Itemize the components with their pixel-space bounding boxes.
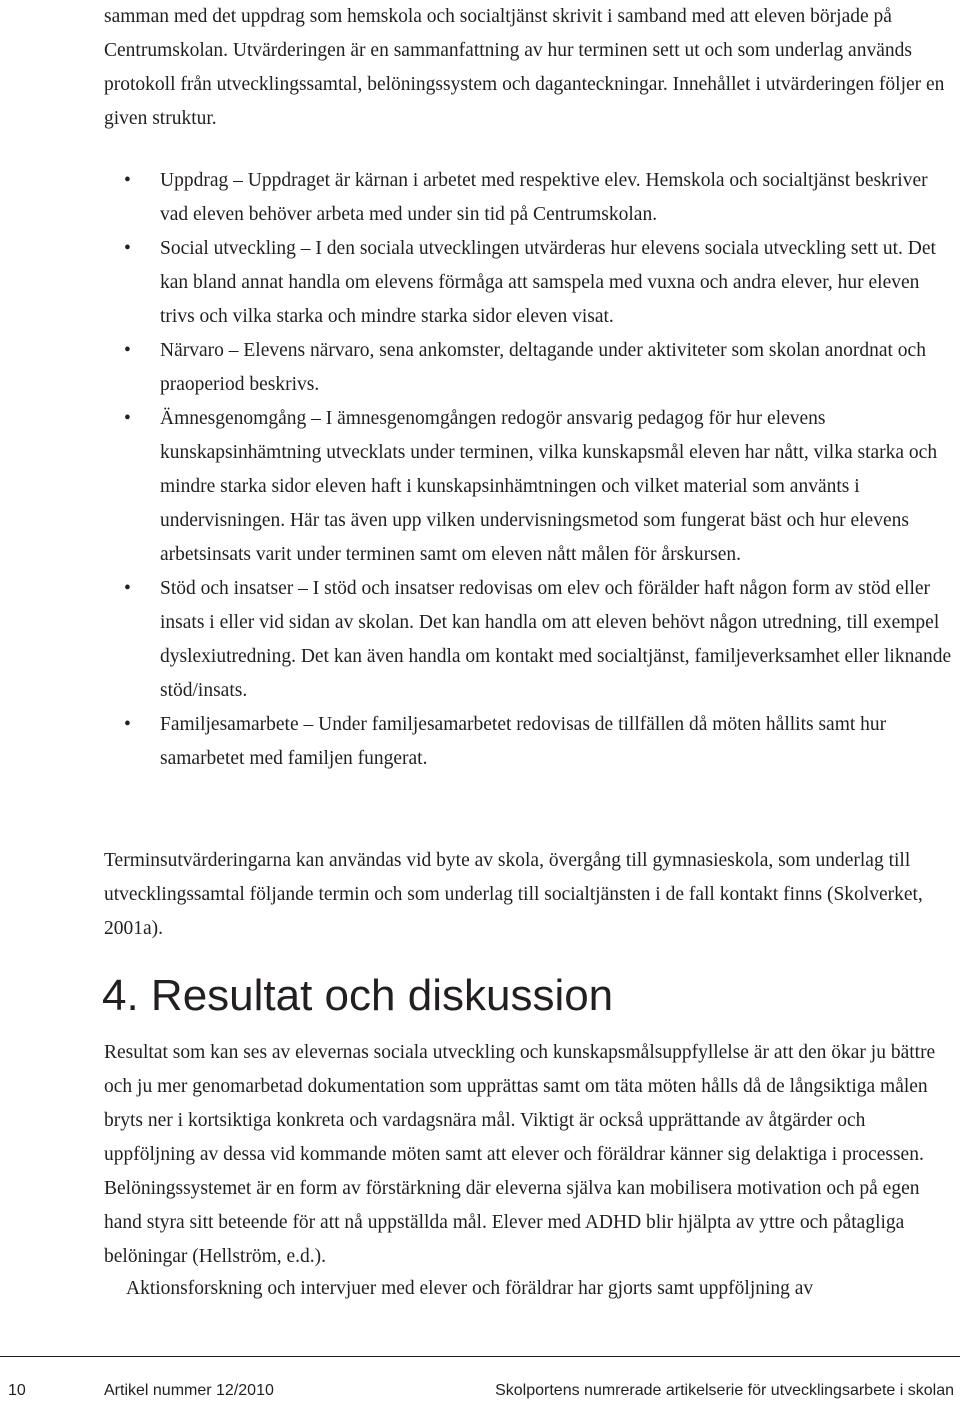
bullet-item-stod-och-insatser: • Stöd och insatser – I stöd och insatser redovisas om elev och förälder haft någon form av stöd eller insats i eller vid sidan av skolan. Det kan handla om att eleven behövt någon utredning, till exempel dyslexiutredning. Det kan även handla om kontakt med socialtjänst, familjeverksamhet eller liknande stöd/insats. [104, 572, 956, 708]
intro-paragraph: samman med det uppdrag som hemskola och socialtjänst skrivit i samband med att eleven började på Centrumskolan. Utvärderingen är en sammanfattning av hur terminen sett ut och som underlag används protokoll från utvecklingssamtal, belöningssystem och daganteckningar. Innehållet i utvärderingen följer en given struktur. [104, 6, 945, 129]
result-paragraph: Resultat som kan ses av elevernas sociala utveckling och kunskapsmålsuppfyllelse är att den ökar ju bättre och ju mer genomarbetad dokumentation som upprättas samt om täta möten hålls då de långsiktiga målen bryts ner i kortsiktiga konkreta och vardagsnära mål. Viktigt är också upprättande av åtgärder och uppföljning av dessa vid kommande möten samt att elever och föräldrar känner sig delaktiga i processen. Belöningssystemet är en form av förstärkning där eleverna själva kan mobilisera motivation och på egen hand styra sitt beteende för att nå uppställda mål. Elever med ADHD blir hjälpta av yttre och påtagliga belöningar (Hellström, e.d.). [104, 1042, 936, 1267]
bullet-item-familjesamarbete: • Familjesamarbete – Under familjesamarbetet redovisas de tillfällen då möten hållits samt hur samarbetet med familjen fungerat. [104, 708, 956, 776]
footer-divider [0, 1356, 960, 1357]
footer-publication: Artikel nummer 12/2010 [104, 1382, 274, 1399]
bullet-item-narvaro: • Närvaro – Elevens närvaro, sena ankomster, deltagande under aktiviteter som skolan anordnat och praoperiod beskrivs. [104, 334, 956, 402]
paragraph-after-list: Terminsutvärderingarna kan användas vid byte av skola, övergång till gymnasieskola, som underlag till utvecklingssamtal följande termin och som underlag till socialtjänsten i de fall kontakt finns (Skolverket, 2001a). [104, 850, 923, 939]
section-heading: 4. Resultat och diskussion [102, 971, 614, 1020]
bullet-list [104, 164, 956, 776]
bullet-item-amnesgenomgang: • Ämnesgenomgång – I ämnesgenomgången redogör ansvarig pedagog för hur elevens kunskapsinhämtning utvecklats under terminen, vilka kunskapsmål eleven har nått, vilka starka och mindre starka sidor eleven haft i kunskapsinhämtningen och vilket material som använts i undervisningen. Här tas även upp vilken undervisningsmetod som fungerat bäst och hur elevens arbetsinsats varit under terminen samt om eleven nått målen för årskursen. [104, 402, 956, 572]
footer-page-number: 10 [8, 1382, 26, 1399]
bullet-item-uppdrag: • Uppdrag – Uppdraget är kärnan i arbetet med respektive elev. Hemskola och socialtjänst beskriver vad eleven behöver arbeta med under sin tid på Centrumskolan. [104, 164, 956, 232]
footer-series: Skolportens numrerade artikelserie för utvecklingsarbete i skolan [495, 1382, 954, 1399]
last-paragraph: Aktionsforskning och intervjuer med elever och föräldrar har gjorts samt uppföljning av [126, 1278, 814, 1299]
bullet-item-social-utveckling: • Social utveckling – I den sociala utvecklingen utvärderas hur elevens sociala utveckling sett ut. Det kan bland annat handla om elevens förmåga att samspela med vuxna och andra elever, hur eleven trivs och vilka starka och mindre starka sidor eleven visat. [104, 232, 956, 334]
